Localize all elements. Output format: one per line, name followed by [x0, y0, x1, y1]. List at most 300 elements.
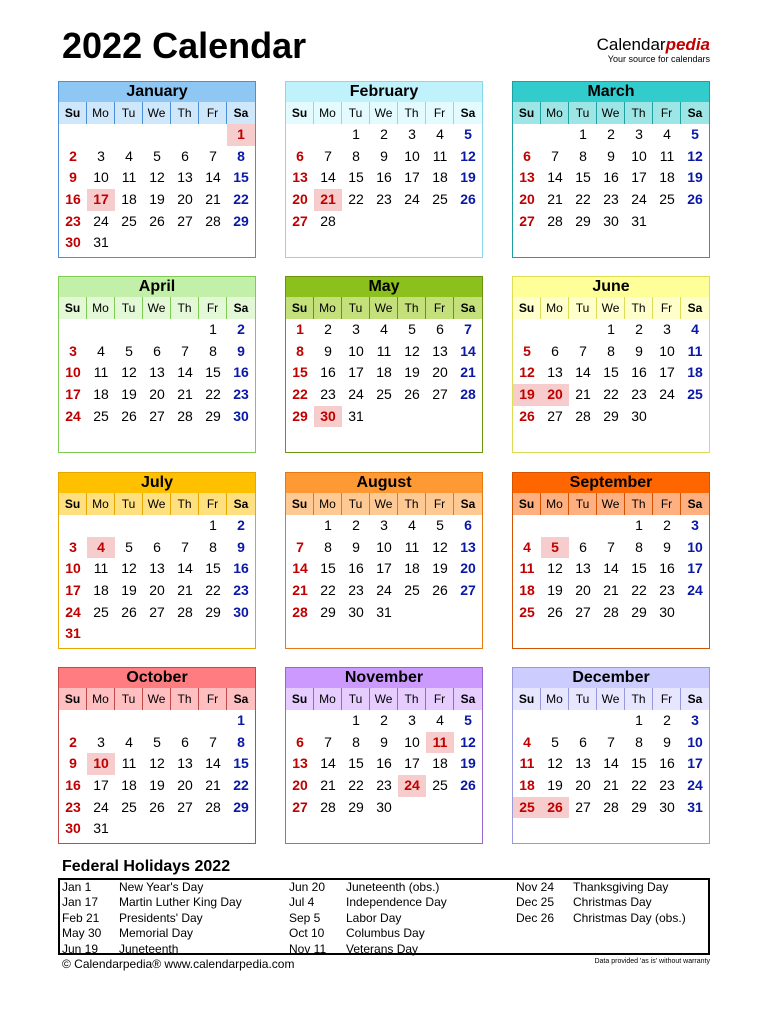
- week-row: [59, 515, 255, 537]
- holiday-date: Nov 11: [289, 941, 327, 956]
- holiday-name: Thanksgiving Day: [573, 880, 669, 894]
- day-29: 29: [348, 798, 364, 815]
- week-row: [59, 167, 255, 189]
- empty-day: [454, 623, 482, 645]
- day-28: 28: [177, 603, 193, 620]
- day-19: 19: [432, 560, 448, 577]
- day-17: 17: [631, 169, 647, 186]
- empty-day: [625, 427, 653, 449]
- day-28: 28: [320, 212, 336, 229]
- empty-day: [115, 427, 143, 449]
- day-22: 22: [575, 191, 591, 208]
- empty-day: [171, 515, 199, 537]
- holiday-row: [287, 895, 447, 910]
- day-24: 24: [631, 191, 647, 208]
- day-27: 27: [575, 603, 591, 620]
- empty-day: [398, 211, 426, 233]
- empty-day: [513, 427, 541, 449]
- weekday-label: Th: [625, 493, 653, 515]
- day-18: 18: [93, 582, 109, 599]
- day-18: 18: [432, 169, 448, 186]
- month-march: [512, 81, 710, 258]
- empty-day: [115, 818, 143, 840]
- month-name: April: [59, 277, 255, 297]
- day-24: 24: [348, 386, 364, 403]
- day-6: 6: [296, 147, 304, 164]
- day-23: 23: [659, 582, 675, 599]
- day-11: 11: [687, 342, 703, 359]
- weekday-label: Tu: [115, 688, 143, 710]
- weekday-label: Th: [398, 102, 426, 124]
- weekday-header-row: [513, 102, 709, 124]
- month-september: [512, 472, 710, 649]
- week-row: [513, 319, 709, 341]
- day-17: 17: [687, 755, 703, 772]
- month-name: June: [513, 277, 709, 297]
- week-row: [286, 167, 482, 189]
- day-5: 5: [464, 712, 472, 728]
- day-26: 26: [541, 797, 569, 819]
- day-14: 14: [603, 755, 619, 772]
- month-april: [58, 276, 256, 453]
- weekday-label: We: [143, 297, 171, 319]
- day-28: 28: [603, 603, 619, 620]
- day-3: 3: [97, 147, 105, 164]
- empty-day: [681, 406, 709, 428]
- brand-name: Calendar: [596, 35, 666, 54]
- footer-disclaimer: Data provided 'as is' without warranty: [594, 958, 710, 965]
- holiday-row: [60, 880, 242, 895]
- day-26: 26: [519, 407, 535, 424]
- empty-day: [171, 710, 199, 732]
- empty-day: [426, 818, 454, 840]
- week-row: [513, 124, 709, 146]
- day-11: 11: [376, 342, 392, 359]
- day-22: 22: [205, 582, 221, 599]
- holiday-date: Sep 5: [289, 910, 321, 925]
- day-7: 7: [209, 733, 217, 750]
- week-row: [286, 384, 482, 406]
- week-row: [59, 124, 255, 146]
- week-row: [59, 818, 255, 840]
- day-15: 15: [631, 560, 647, 577]
- weekday-label: Th: [171, 297, 199, 319]
- holiday-date: Dec 25: [516, 895, 555, 910]
- day-31: 31: [93, 234, 109, 251]
- week-row: [59, 319, 255, 341]
- empty-day: [426, 623, 454, 645]
- day-26: 26: [149, 798, 165, 815]
- empty-day: [143, 515, 171, 537]
- day-13: 13: [292, 755, 308, 772]
- weekday-label: Tu: [342, 493, 370, 515]
- empty-day: [143, 124, 171, 146]
- weekday-label: Sa: [681, 297, 709, 319]
- day-2: 2: [352, 517, 360, 533]
- empty-day: [199, 818, 227, 840]
- day-4: 4: [408, 517, 416, 533]
- weekday-header-row: [59, 102, 255, 124]
- empty-day: [513, 515, 541, 537]
- day-14: 14: [547, 169, 563, 186]
- holiday-date: Jan 1: [62, 880, 92, 894]
- empty-day: [314, 710, 342, 732]
- week-row: [286, 515, 482, 537]
- weekday-label: Sa: [681, 102, 709, 124]
- day-9: 9: [663, 733, 671, 750]
- weekday-label: We: [370, 102, 398, 124]
- holidays-column: [287, 880, 447, 957]
- day-27: 27: [292, 212, 308, 229]
- empty-day: [171, 623, 199, 645]
- day-23: 23: [376, 777, 392, 794]
- day-29: 29: [233, 798, 249, 815]
- weekday-label: Th: [171, 688, 199, 710]
- day-19: 19: [547, 582, 563, 599]
- empty-day: [199, 124, 227, 146]
- empty-day: [625, 623, 653, 645]
- empty-day: [227, 232, 255, 254]
- day-4: 4: [523, 538, 531, 555]
- holiday-name: Martin Luther King Day: [119, 895, 242, 910]
- empty-day: [227, 818, 255, 840]
- empty-day: [286, 232, 314, 254]
- day-4: 4: [663, 126, 671, 142]
- weekday-label: We: [597, 102, 625, 124]
- day-25: 25: [519, 603, 535, 620]
- weekday-label: Sa: [454, 297, 482, 319]
- empty-day: [199, 623, 227, 645]
- day-12: 12: [687, 147, 703, 164]
- day-1: 1: [635, 517, 643, 533]
- day-13: 13: [519, 169, 535, 186]
- empty-day: [541, 515, 569, 537]
- weekday-header-row: [59, 493, 255, 515]
- empty-day: [513, 818, 541, 840]
- day-12: 12: [121, 560, 137, 577]
- week-row: [513, 189, 709, 211]
- day-6: 6: [579, 538, 587, 555]
- holiday-row: [60, 942, 242, 957]
- week-row: [286, 341, 482, 363]
- day-27: 27: [575, 798, 591, 815]
- day-5: 5: [541, 537, 569, 559]
- day-20: 20: [575, 777, 591, 794]
- day-18: 18: [121, 191, 137, 208]
- day-2: 2: [237, 517, 245, 533]
- day-21: 21: [460, 364, 476, 381]
- day-6: 6: [464, 517, 472, 533]
- day-12: 12: [432, 538, 448, 555]
- day-29: 29: [292, 407, 308, 424]
- day-12: 12: [404, 342, 420, 359]
- empty-day: [398, 602, 426, 624]
- holiday-row: [287, 911, 447, 926]
- day-9: 9: [324, 342, 332, 359]
- week-row: [286, 537, 482, 559]
- day-7: 7: [181, 538, 189, 555]
- day-29: 29: [205, 407, 221, 424]
- empty-day: [87, 319, 115, 341]
- empty-day: [513, 710, 541, 732]
- day-7: 7: [607, 538, 615, 555]
- day-21: 21: [575, 386, 591, 403]
- day-12: 12: [519, 364, 535, 381]
- day-5: 5: [551, 733, 559, 750]
- holiday-name: Columbus Day: [346, 926, 425, 941]
- holiday-name: Independence Day: [346, 895, 447, 910]
- empty-day: [171, 427, 199, 449]
- day-12: 12: [547, 560, 563, 577]
- day-4: 4: [436, 712, 444, 728]
- day-2: 2: [324, 321, 332, 337]
- day-16: 16: [348, 560, 364, 577]
- weekday-header-row: [286, 102, 482, 124]
- day-26: 26: [404, 386, 420, 403]
- month-name: December: [513, 668, 709, 688]
- day-9: 9: [69, 169, 77, 186]
- empty-day: [314, 818, 342, 840]
- day-5: 5: [125, 342, 133, 359]
- day-7: 7: [181, 342, 189, 359]
- empty-day: [227, 427, 255, 449]
- weekday-label: Th: [398, 297, 426, 319]
- day-22: 22: [348, 191, 364, 208]
- day-17: 17: [65, 582, 81, 599]
- week-row: [59, 211, 255, 233]
- empty-day: [426, 211, 454, 233]
- day-30: 30: [631, 407, 647, 424]
- day-13: 13: [292, 169, 308, 186]
- day-6: 6: [296, 733, 304, 750]
- empty-day: [541, 319, 569, 341]
- day-12: 12: [547, 755, 563, 772]
- weekday-label: We: [370, 688, 398, 710]
- empty-day: [342, 427, 370, 449]
- empty-day: [87, 515, 115, 537]
- empty-day: [342, 232, 370, 254]
- day-30: 30: [348, 603, 364, 620]
- day-2: 2: [607, 126, 615, 142]
- day-24: 24: [659, 386, 675, 403]
- day-2: 2: [69, 147, 77, 164]
- empty-day: [314, 124, 342, 146]
- week-row: [513, 775, 709, 797]
- holiday-row: [287, 880, 447, 895]
- empty-day: [171, 818, 199, 840]
- week-row: [286, 232, 482, 254]
- empty-day: [115, 623, 143, 645]
- day-30: 30: [603, 212, 619, 229]
- week-row: [513, 732, 709, 754]
- weekday-label: Fr: [199, 688, 227, 710]
- day-13: 13: [575, 560, 591, 577]
- week-row: [59, 341, 255, 363]
- day-11: 11: [659, 147, 675, 164]
- month-october: [58, 667, 256, 844]
- weekday-label: Sa: [227, 493, 255, 515]
- week-row: [59, 753, 255, 775]
- day-9: 9: [380, 733, 388, 750]
- day-24: 24: [65, 407, 81, 424]
- day-18: 18: [687, 364, 703, 381]
- month-name: March: [513, 82, 709, 102]
- day-1: 1: [209, 321, 217, 337]
- empty-day: [227, 623, 255, 645]
- weekday-label: Mo: [541, 493, 569, 515]
- day-30: 30: [659, 603, 675, 620]
- day-24: 24: [93, 798, 109, 815]
- day-17: 17: [376, 560, 392, 577]
- day-7: 7: [324, 147, 332, 164]
- day-30: 30: [233, 603, 249, 620]
- weekday-label: Tu: [342, 297, 370, 319]
- day-3: 3: [380, 517, 388, 533]
- day-28: 28: [547, 212, 563, 229]
- week-row: [59, 362, 255, 384]
- day-10: 10: [659, 342, 675, 359]
- day-16: 16: [376, 755, 392, 772]
- day-20: 20: [519, 191, 535, 208]
- weekday-label: Th: [398, 493, 426, 515]
- day-24: 24: [398, 775, 426, 797]
- day-4: 4: [125, 147, 133, 164]
- day-26: 26: [460, 191, 476, 208]
- day-19: 19: [513, 384, 541, 406]
- month-august: [285, 472, 483, 649]
- empty-day: [143, 623, 171, 645]
- empty-day: [171, 124, 199, 146]
- week-row: [513, 558, 709, 580]
- day-21: 21: [603, 582, 619, 599]
- day-30: 30: [659, 798, 675, 815]
- day-25: 25: [93, 407, 109, 424]
- holiday-row: [60, 911, 242, 926]
- month-name: September: [513, 473, 709, 493]
- day-20: 20: [177, 191, 193, 208]
- day-14: 14: [177, 560, 193, 577]
- day-8: 8: [209, 538, 217, 555]
- empty-day: [59, 710, 87, 732]
- day-28: 28: [205, 212, 221, 229]
- weekday-label: Th: [625, 297, 653, 319]
- week-row: [513, 537, 709, 559]
- holiday-name: Presidents' Day: [119, 910, 203, 925]
- weekday-label: Mo: [314, 102, 342, 124]
- page-title: 2022 Calendar: [62, 25, 307, 66]
- empty-day: [286, 427, 314, 449]
- day-11: 11: [121, 169, 137, 186]
- day-3: 3: [691, 517, 699, 533]
- weekday-label: Sa: [681, 688, 709, 710]
- empty-day: [171, 319, 199, 341]
- week-row: [513, 797, 709, 819]
- week-row: [286, 319, 482, 341]
- holiday-name: Veterans Day: [346, 941, 419, 956]
- day-8: 8: [237, 733, 245, 750]
- holiday-row: [514, 911, 686, 926]
- day-4: 4: [97, 342, 105, 359]
- day-21: 21: [547, 191, 563, 208]
- day-13: 13: [149, 560, 165, 577]
- day-27: 27: [177, 798, 193, 815]
- empty-day: [541, 818, 569, 840]
- day-19: 19: [149, 777, 165, 794]
- day-28: 28: [575, 407, 591, 424]
- day-23: 23: [233, 386, 249, 403]
- day-16: 16: [65, 191, 81, 208]
- empty-day: [342, 623, 370, 645]
- holiday-date: Oct 10: [289, 926, 325, 941]
- empty-day: [342, 211, 370, 233]
- weekday-label: Fr: [653, 297, 681, 319]
- day-23: 23: [320, 386, 336, 403]
- day-26: 26: [687, 191, 703, 208]
- empty-day: [143, 319, 171, 341]
- week-row: [59, 146, 255, 168]
- day-14: 14: [205, 169, 221, 186]
- day-13: 13: [177, 169, 193, 186]
- empty-day: [454, 232, 482, 254]
- day-8: 8: [324, 538, 332, 555]
- day-8: 8: [237, 147, 245, 164]
- day-16: 16: [659, 755, 675, 772]
- day-22: 22: [205, 386, 221, 403]
- day-15: 15: [348, 755, 364, 772]
- weekday-label: Th: [171, 493, 199, 515]
- empty-day: [541, 124, 569, 146]
- empty-day: [681, 427, 709, 449]
- day-14: 14: [320, 755, 336, 772]
- day-21: 21: [177, 386, 193, 403]
- day-26: 26: [121, 407, 137, 424]
- day-29: 29: [205, 603, 221, 620]
- empty-day: [115, 710, 143, 732]
- day-14: 14: [460, 342, 476, 359]
- empty-day: [454, 427, 482, 449]
- weekday-label: Su: [59, 102, 87, 124]
- empty-day: [398, 406, 426, 428]
- week-row: [59, 537, 255, 559]
- day-12: 12: [460, 147, 476, 164]
- day-5: 5: [153, 733, 161, 750]
- brand-tagline: Your source for calendars: [607, 54, 710, 64]
- week-row: [513, 384, 709, 406]
- empty-day: [426, 797, 454, 819]
- day-30: 30: [376, 798, 392, 815]
- day-23: 23: [233, 582, 249, 599]
- day-2: 2: [69, 733, 77, 750]
- brand-logo: [597, 36, 710, 65]
- weekday-label: Sa: [227, 102, 255, 124]
- empty-day: [597, 515, 625, 537]
- weekday-label: Tu: [115, 493, 143, 515]
- day-19: 19: [149, 191, 165, 208]
- day-24: 24: [687, 582, 703, 599]
- day-1: 1: [352, 126, 360, 142]
- week-row: [286, 146, 482, 168]
- day-8: 8: [579, 147, 587, 164]
- day-31: 31: [93, 820, 109, 837]
- day-9: 9: [237, 538, 245, 555]
- day-21: 21: [320, 777, 336, 794]
- month-name: May: [286, 277, 482, 297]
- empty-day: [541, 427, 569, 449]
- day-19: 19: [404, 364, 420, 381]
- weekday-label: Su: [286, 297, 314, 319]
- day-13: 13: [177, 755, 193, 772]
- day-21: 21: [292, 582, 308, 599]
